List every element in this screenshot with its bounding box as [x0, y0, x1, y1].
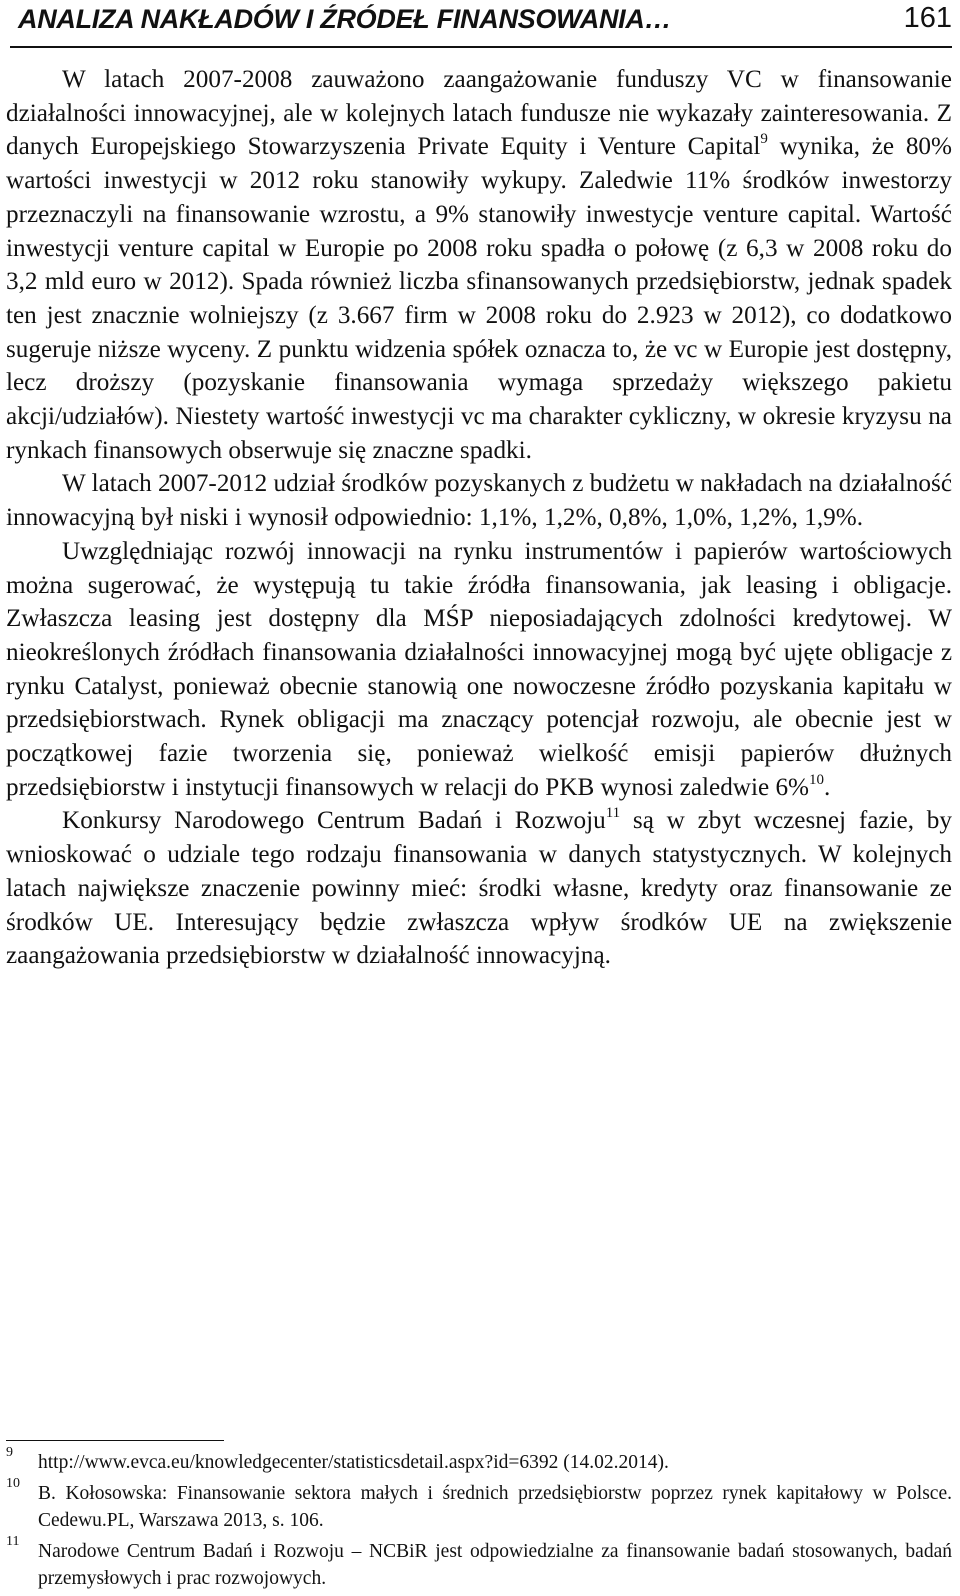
paragraph-text: .: [824, 773, 831, 801]
footnote-number: 10: [6, 1476, 20, 1491]
footnotes: [6, 1445, 952, 1596]
running-header: [10, 0, 952, 48]
paragraph: [6, 804, 952, 973]
footnote-text: Narodowe Centrum Badań i Rozwoju – NCBiR jest odpowiedzialne za finansowanie badań stosowanych, badań przemysłowych i prac rozwojowych.: [38, 1541, 952, 1589]
paragraph: [6, 467, 952, 534]
footnote-item: [6, 1476, 952, 1534]
footnote-separator: [6, 1440, 224, 1441]
footnote-text: B. Kołosowska: Finansowanie sektora małych i średnich przedsiębiorstw poprzez rynek kapitałowy w Polsce. Cedewu.PL, Warszawa 2013, s. 106.: [38, 1483, 952, 1531]
paragraph: [6, 63, 952, 467]
paragraph-text: są w zbyt wczesnej fazie, by wnioskować o udziale tego rodzaju finansowania w danych statystycznych. W kolejnych latach największe znaczenie powinny mieć: środki własne, kredyty oraz finansowanie ze środków UE. Interesujący będzie zwłaszcza wpływ środków UE na zwiększenie zaangażowania przedsiębiorstw w działalność innowacyjną.: [6, 807, 952, 970]
paragraph-text: wynika, że 80% wartości inwestycji w 2012 roku stanowiły wykupy. Zaledwie 11% środków inwestorzy przeznaczyli na finansowanie wzrostu, a 9% stanowiły inwestycje venture capital. Wartość inwestycji venture capital w Europie po 2008 roku spadła o połowę (z 6,3 w 2008 roku do 3,2 mld euro w 2012). Spada również liczba sfinansowanych przedsiębiorstw, jednak spadek ten jest znacznie wolniejszy (z 3.667 firm w 2008 roku do 2.923 w 2012), co dodatkowo sugeruje niższe wyceny. Z punktu widzenia spółek oznacza to, że vc w Europie jest dostępny, lecz droższy (pozyskanie finansowania wymaga sprzedaży większego pakietu akcji/udziałów). Niestety wartość inwestycji vc ma charakter cykliczny, w okresie kryzysu na rynkach finansowych obserwuje się znaczne spadki.: [6, 133, 952, 464]
paragraph-text: W latach 2007-2012 udział środków pozyskanych z budżetu w nakładach na działalność innowacyjną był niski i wynosił odpowiednio: 1,1%, 1,2%, 0,8%, 1,0%, 1,2%, 1,9%.: [6, 470, 952, 532]
footnote-item: [6, 1445, 952, 1476]
footnote-number: 9: [6, 1445, 13, 1460]
footnote-ref: 9: [760, 131, 768, 148]
footnote-number: 11: [6, 1534, 20, 1549]
footnote-ref: 10: [809, 771, 825, 788]
paragraph-text: Konkursy Narodowego Centrum Badań i Rozwoju: [62, 807, 606, 835]
body-text: [6, 63, 952, 973]
paragraph-text: Uwzględniając rozwój innowacji na rynku instrumentów i papierów wartościowych można sugerować, że występują tu takie źródła finansowania, jak leasing i obligacje. Zwłaszcza leasing jest dostępny dla MŚP nieposiadających zdolności kredytowej. W nieokreślonych źródłach finansowania działalności innowacyjnej mogą być ujęte obligacje z rynku Catalyst, ponieważ obecnie stanowią one nowoczesne źródło pozyskania kapitału w przedsiębiorstwach. Rynek obligacji ma znaczący potencjał rozwoju, ale obecnie jest w początkowej fazie tworzenia się, ponieważ wielkość emisji papierów dłużnych przedsiębiorstw i instytucji finansowych w relacji do PKB wynosi zaledwie 6%: [6, 537, 952, 801]
paragraph: [6, 535, 952, 805]
paragraph-text: W latach 2007-2008 zauważono zaangażowanie funduszy VC w finansowanie działalności innowacyjnej, ale w kolejnych latach fundusze nie wykazały zainteresowania. Z danych Europejskiego Stowarzyszenia Private Equity i Venture Capital: [6, 66, 952, 161]
footnote-text: http://www.evca.eu/knowledgecenter/statisticsdetail.aspx?id=6392 (14.02.2014).: [38, 1452, 669, 1473]
footnote-ref: 11: [605, 805, 621, 822]
header-title: ANALIZA NAKŁADÓW I ŹRÓDEŁ FINANSOWANIA…: [18, 4, 672, 34]
footnote-item: [6, 1534, 952, 1592]
page-number: 161: [903, 2, 952, 34]
